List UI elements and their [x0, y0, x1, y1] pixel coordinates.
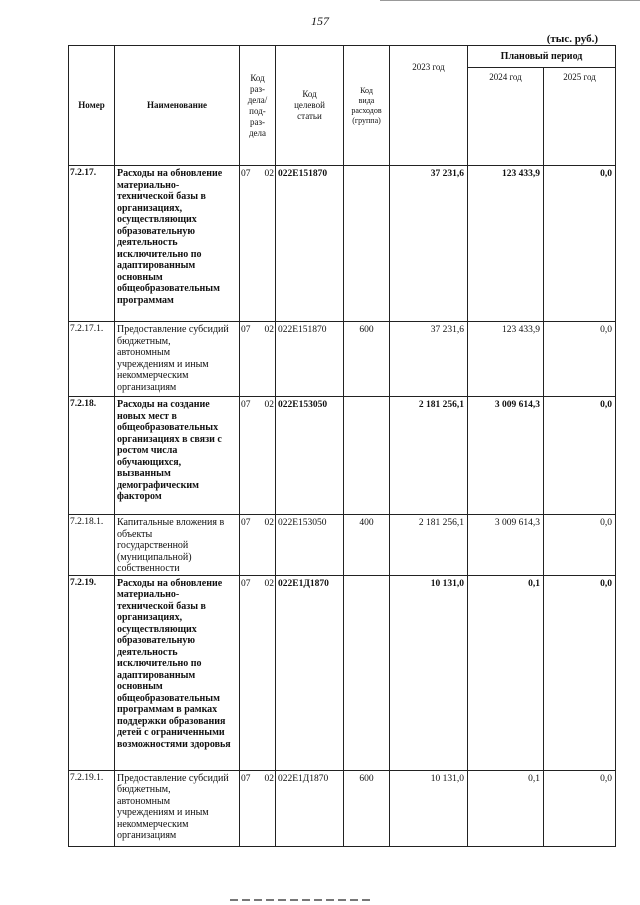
row-name-line: автономным: [117, 347, 171, 358]
header-expense-code-line: (группа): [352, 115, 381, 125]
row-name-line: деятельность: [117, 237, 178, 248]
table-row: [69, 770, 616, 846]
row-name-line: бюджетным,: [117, 784, 171, 795]
row-name-line: обучающихся,: [117, 456, 182, 468]
row-name-line: общеобразовательным: [117, 283, 220, 294]
row-name-line: организациях,: [117, 202, 183, 214]
row-section-code: [240, 166, 276, 322]
row-expense-code: 600: [344, 322, 390, 397]
header-section-code-line: под-: [249, 105, 266, 116]
row-name: [115, 515, 240, 576]
row-amount-y2024: 123 433,9: [468, 166, 544, 322]
row-name-line: Предоставление субсидий: [117, 772, 229, 784]
row-name-line: демографическим: [117, 479, 199, 491]
row-name-line: организациям: [117, 830, 177, 841]
row-name-line: (муниципальной): [117, 551, 192, 563]
row-section-code: [240, 770, 276, 846]
table-row: [69, 575, 616, 770]
row-section: 07: [241, 400, 251, 410]
row-name: [115, 770, 240, 846]
bottom-mark: [230, 899, 370, 901]
row-subsection: 02: [264, 325, 274, 335]
row-target-code: 022E1Д1870: [276, 770, 344, 846]
row-name-line: основным: [117, 271, 163, 283]
row-name-line: материально-: [117, 589, 180, 600]
row-expense-code: [344, 575, 390, 770]
row-section: 07: [241, 518, 251, 528]
header-section-code-line: дела/: [247, 94, 268, 105]
header-target-code: [276, 46, 344, 166]
row-section: 07: [241, 325, 251, 335]
row-amount-y2024: 3 009 614,3: [468, 397, 544, 515]
row-name-line: бюджетным,: [117, 335, 171, 347]
row-target-code: 022E153050: [276, 397, 344, 515]
row-name-line: технической базы в: [117, 191, 206, 202]
row-section-code: [240, 397, 276, 515]
row-name-line: программам в рамках: [117, 704, 218, 715]
row-name-line: ростом числа: [117, 445, 178, 456]
row-name-line: государственной: [117, 540, 189, 551]
row-amount-y2025: 0,0: [544, 575, 616, 770]
table-row: [69, 397, 616, 515]
row-name-line: Расходы на обновление: [117, 168, 223, 179]
row-section: 07: [241, 773, 251, 784]
top-rule: [380, 0, 640, 1]
row-name-line: новых мест в: [117, 410, 177, 422]
row-amount-y2023: 2 181 256,1: [390, 397, 468, 515]
header-target-code-line: статьи: [297, 111, 322, 121]
row-name-line: общеобразовательных: [117, 422, 219, 433]
row-name-line: детей с ограниченными: [117, 727, 225, 738]
row-number: 7.2.17.: [69, 166, 115, 322]
header-section-code-line: дела: [248, 127, 267, 138]
row-name-line: исключительно по: [117, 248, 202, 260]
row-name-line: деятельность: [117, 646, 178, 658]
page-number: 157: [311, 14, 329, 28]
row-amount-y2025: 0,0: [544, 322, 616, 397]
row-amount-y2023: 2 181 256,1: [390, 515, 468, 576]
row-name-line: основным: [117, 681, 163, 692]
header-number: Номер: [69, 46, 115, 166]
row-amount-y2024: 0,1: [468, 770, 544, 846]
row-amount-y2024: 123 433,9: [468, 322, 544, 397]
row-amount-y2023: 10 131,0: [390, 575, 468, 770]
row-expense-code: 400: [344, 515, 390, 576]
header-expense-code: [344, 46, 390, 166]
row-amount-y2025: 0,0: [544, 770, 616, 846]
row-name-line: автономным: [117, 795, 171, 807]
row-name-line: организациях,: [117, 612, 183, 623]
row-amount-y2025: 0,0: [544, 515, 616, 576]
row-name-line: программам: [117, 294, 174, 306]
row-name-line: Капитальные вложения в: [117, 517, 225, 528]
row-name: [115, 166, 240, 322]
header-planning-period: Плановый период: [468, 46, 616, 68]
row-number: 7.2.18.: [69, 397, 115, 515]
row-name-line: организациям: [117, 381, 177, 393]
row-name-line: адаптированным: [117, 669, 196, 681]
row-expense-code: 600: [344, 770, 390, 846]
header-section-code-line: раз-: [249, 83, 266, 94]
row-name-line: общеобразовательным: [117, 692, 220, 704]
table-row: [69, 322, 616, 397]
row-section-code: [240, 575, 276, 770]
header-target-code-line: целевой: [294, 100, 325, 110]
row-number: 7.2.17.1.: [69, 322, 115, 397]
row-amount-y2023: 37 231,6: [390, 166, 468, 322]
row-target-code: 022E151870: [276, 322, 344, 397]
row-subsection: 02: [264, 400, 274, 410]
row-target-code: 022E153050: [276, 515, 344, 576]
header-year-2023: 2023 год: [390, 46, 468, 166]
row-name: [115, 322, 240, 397]
row-name-line: возможностями здоровья: [117, 738, 231, 750]
row-subsection: 02: [264, 773, 274, 784]
header-expense-code-line: расходов: [351, 105, 382, 115]
row-name-line: поддержки образования: [117, 715, 226, 727]
header-expense-code-line: вида: [358, 95, 375, 105]
row-subsection: 02: [264, 578, 274, 589]
header-target-code-line: Код: [302, 89, 317, 99]
row-name-line: технической базы в: [117, 600, 206, 612]
row-name-line: объекты: [117, 528, 153, 540]
row-name: [115, 575, 240, 770]
row-name-line: некоммерческим: [117, 370, 189, 381]
row-name-line: материально-: [117, 179, 180, 191]
row-name-line: образовательную: [117, 635, 196, 646]
row-amount-y2025: 0,0: [544, 397, 616, 515]
row-name-line: некоммерческим: [117, 818, 189, 830]
header-year-2025: 2025 год: [544, 68, 616, 166]
row-amount-y2024: 3 009 614,3: [468, 515, 544, 576]
header-name: Наименование: [115, 46, 240, 166]
row-section: 07: [241, 169, 251, 179]
row-number: 7.2.18.1.: [69, 515, 115, 576]
table-row: [69, 515, 616, 576]
row-name-line: Предоставление субсидий: [117, 324, 229, 335]
row-number: 7.2.19.: [69, 575, 115, 770]
row-name-line: осуществляющих: [117, 214, 197, 225]
row-name-line: исключительно по: [117, 658, 202, 669]
row-amount-y2023: 37 231,6: [390, 322, 468, 397]
row-target-code: 022E151870: [276, 166, 344, 322]
header-expense-code-line: Код: [360, 85, 373, 95]
row-name-line: Расходы на обновление: [117, 577, 223, 589]
units-label: (тыс. руб.): [546, 33, 598, 45]
header-section-code: [240, 46, 276, 166]
row-name-line: собственности: [117, 563, 180, 574]
row-amount-y2023: 10 131,0: [390, 770, 468, 846]
row-name-line: адаптированным: [117, 260, 196, 271]
row-amount-y2024: 0,1: [468, 575, 544, 770]
row-target-code: 022E1Д1870: [276, 575, 344, 770]
row-expense-code: [344, 397, 390, 515]
row-section: 07: [241, 578, 251, 589]
row-subsection: 02: [264, 169, 274, 179]
row-name: [115, 397, 240, 515]
header-section-code-line: раз-: [249, 116, 266, 127]
row-name-line: организациях в связи с: [117, 433, 222, 445]
row-expense-code: [344, 166, 390, 322]
row-subsection: 02: [264, 518, 274, 528]
table-row: [69, 166, 616, 322]
row-section-code: [240, 515, 276, 576]
row-name-line: учреждениям и иным: [117, 358, 209, 370]
header-year-2024: 2024 год: [468, 68, 544, 166]
row-number: 7.2.19.1.: [69, 770, 115, 846]
row-name-line: учреждениям и иным: [117, 807, 209, 818]
row-name-line: фактором: [117, 491, 162, 502]
row-name-line: вызванным: [117, 468, 171, 479]
header-section-code-line: Код: [250, 72, 265, 83]
budget-table: [68, 45, 616, 847]
row-name-line: образовательную: [117, 225, 196, 237]
row-name-line: осуществляющих: [117, 623, 197, 635]
row-name-line: Расходы на создание: [117, 399, 210, 410]
row-section-code: [240, 322, 276, 397]
row-amount-y2025: 0,0: [544, 166, 616, 322]
